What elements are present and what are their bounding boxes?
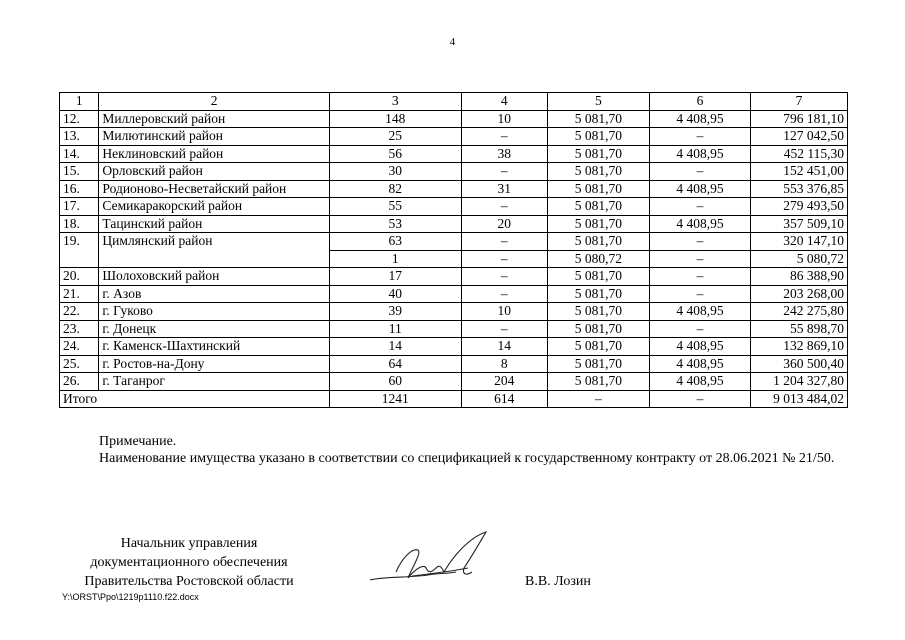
- value-cell-c4: 20: [461, 215, 547, 233]
- table-header-cell: 2: [99, 93, 329, 111]
- value-cell-c3: 11: [329, 320, 461, 338]
- row-number-cell: 13.: [60, 128, 99, 146]
- value-cell-c4: 204: [461, 373, 547, 391]
- table-row: [60, 338, 848, 356]
- value-cell-c3: 53: [329, 215, 461, 233]
- district-name-cell: Родионово-Несветайский район: [99, 180, 329, 198]
- value-cell-c4: –: [461, 320, 547, 338]
- table-header-cell: 6: [649, 93, 750, 111]
- district-name-cell: Тацинский район: [99, 215, 329, 233]
- table-row: [60, 268, 848, 286]
- value-cell-c7: 796 181,10: [751, 110, 848, 128]
- total-cell-c5: –: [547, 390, 649, 408]
- table-total-row: [60, 390, 848, 408]
- value-cell-c6: 4 408,95: [649, 373, 750, 391]
- value-cell-c5: 5 081,70: [547, 198, 649, 216]
- value-cell-c6: 4 408,95: [649, 180, 750, 198]
- value-cell-c5: 5 080,72: [547, 250, 649, 268]
- value-cell-c6: 4 408,95: [649, 355, 750, 373]
- value-cell-c3: 55: [329, 198, 461, 216]
- value-cell-c6: 4 408,95: [649, 303, 750, 321]
- value-cell-c5: 5 081,70: [547, 320, 649, 338]
- table-header-cell: 5: [547, 93, 649, 111]
- district-name-cell: г. Ростов-на-Дону: [99, 355, 329, 373]
- table-row: [60, 110, 848, 128]
- value-cell-c4: 10: [461, 110, 547, 128]
- value-cell-c5: 5 081,70: [547, 303, 649, 321]
- value-cell-c4: –: [461, 198, 547, 216]
- table-header-cell: 1: [60, 93, 99, 111]
- value-cell-c7: 5 080,72: [751, 250, 848, 268]
- value-cell-c6: –: [649, 320, 750, 338]
- value-cell-c7: 279 493,50: [751, 198, 848, 216]
- table-header-cell: 4: [461, 93, 547, 111]
- district-name-cell: Цимлянский район: [99, 233, 329, 251]
- value-cell-c6: 4 408,95: [649, 338, 750, 356]
- value-cell-c5: 5 081,70: [547, 215, 649, 233]
- row-number-cell: 14.: [60, 145, 99, 163]
- table-row: [60, 180, 848, 198]
- row-number-cell: 19.: [60, 233, 99, 251]
- district-name-cell: г. Каменск-Шахтинский: [99, 338, 329, 356]
- value-cell-c4: –: [461, 250, 547, 268]
- value-cell-c5: 5 081,70: [547, 373, 649, 391]
- value-cell-c5: 5 081,70: [547, 110, 649, 128]
- table-row: [60, 198, 848, 216]
- table-header-cell: 3: [329, 93, 461, 111]
- value-cell-c5: 5 081,70: [547, 268, 649, 286]
- value-cell-c3: 17: [329, 268, 461, 286]
- row-number-cell: 25.: [60, 355, 99, 373]
- district-name-cell: Орловский район: [99, 163, 329, 181]
- total-label-cell: Итого: [60, 390, 330, 408]
- value-cell-c7: 152 451,00: [751, 163, 848, 181]
- table-header-cell: 7: [751, 93, 848, 111]
- value-cell-c5: 5 081,70: [547, 338, 649, 356]
- row-number-cell: 12.: [60, 110, 99, 128]
- table-header-row: [60, 93, 848, 111]
- value-cell-c7: 242 275,80: [751, 303, 848, 321]
- table-row: [60, 250, 848, 268]
- value-cell-c7: 1 204 327,80: [751, 373, 848, 391]
- district-name-cell: Милютинский район: [99, 128, 329, 146]
- value-cell-c7: 132 869,10: [751, 338, 848, 356]
- value-cell-c6: –: [649, 233, 750, 251]
- value-cell-c7: 360 500,40: [751, 355, 848, 373]
- value-cell-c3: 64: [329, 355, 461, 373]
- value-cell-c7: 320 147,10: [751, 233, 848, 251]
- row-number-cell: 22.: [60, 303, 99, 321]
- total-cell-c7: 9 013 484,02: [751, 390, 848, 408]
- value-cell-c6: –: [649, 198, 750, 216]
- row-number-cell: 24.: [60, 338, 99, 356]
- total-cell-c3: 1241: [329, 390, 461, 408]
- value-cell-c7: 127 042,50: [751, 128, 848, 146]
- value-cell-c5: 5 081,70: [547, 145, 649, 163]
- district-name-cell: Неклиновский район: [99, 145, 329, 163]
- value-cell-c5: 5 081,70: [547, 180, 649, 198]
- row-number-cell: 20.: [60, 268, 99, 286]
- district-name-cell: Семикаракорский район: [99, 198, 329, 216]
- value-cell-c5: 5 081,70: [547, 128, 649, 146]
- table-row: [60, 128, 848, 146]
- district-name-cell: Миллеровский район: [99, 110, 329, 128]
- table-row: [60, 373, 848, 391]
- signatory-name: В.В. Лозин: [525, 574, 591, 589]
- value-cell-c6: –: [649, 285, 750, 303]
- value-cell-c5: 5 081,70: [547, 285, 649, 303]
- value-cell-c6: 4 408,95: [649, 145, 750, 163]
- value-cell-c6: –: [649, 250, 750, 268]
- value-cell-c4: 38: [461, 145, 547, 163]
- value-cell-c7: 55 898,70: [751, 320, 848, 338]
- data-table: [59, 92, 848, 408]
- note-title: Примечание.: [99, 434, 177, 449]
- district-name-cell: г. Азов: [99, 285, 329, 303]
- value-cell-c4: –: [461, 268, 547, 286]
- value-cell-c7: 357 509,10: [751, 215, 848, 233]
- value-cell-c3: 60: [329, 373, 461, 391]
- value-cell-c3: 1: [329, 250, 461, 268]
- value-cell-c3: 14: [329, 338, 461, 356]
- value-cell-c7: 86 388,90: [751, 268, 848, 286]
- value-cell-c5: 5 081,70: [547, 163, 649, 181]
- district-name-cell: г. Донецк: [99, 320, 329, 338]
- signatory-title-line-3: Правительства Ростовской области: [84, 574, 294, 589]
- value-cell-c6: 4 408,95: [649, 215, 750, 233]
- value-cell-c3: 39: [329, 303, 461, 321]
- district-name-cell: Шолоховский район: [99, 268, 329, 286]
- table-row: [60, 145, 848, 163]
- value-cell-c5: 5 081,70: [547, 233, 649, 251]
- value-cell-c3: 63: [329, 233, 461, 251]
- value-cell-c3: 40: [329, 285, 461, 303]
- row-number-cell: 26.: [60, 373, 99, 391]
- value-cell-c6: –: [649, 163, 750, 181]
- table-row: [60, 285, 848, 303]
- row-number-cell: 17.: [60, 198, 99, 216]
- value-cell-c3: 82: [329, 180, 461, 198]
- value-cell-c7: 203 268,00: [751, 285, 848, 303]
- handwritten-signature: [368, 528, 498, 588]
- table-row: [60, 233, 848, 251]
- row-number-cell: 16.: [60, 180, 99, 198]
- table-row: [60, 320, 848, 338]
- signatory-title-line-2: документационного обеспечения: [90, 555, 288, 570]
- file-path: Y:\ORST\Ppo\1219p1110.f22.docx: [62, 592, 199, 602]
- value-cell-c4: 14: [461, 338, 547, 356]
- value-cell-c7: 452 115,30: [751, 145, 848, 163]
- value-cell-c3: 148: [329, 110, 461, 128]
- total-cell-c6: –: [649, 390, 750, 408]
- table-row: [60, 163, 848, 181]
- value-cell-c3: 25: [329, 128, 461, 146]
- district-name-cell: г. Гуково: [99, 303, 329, 321]
- district-name-cell: [99, 250, 329, 268]
- value-cell-c5: 5 081,70: [547, 355, 649, 373]
- value-cell-c3: 30: [329, 163, 461, 181]
- value-cell-c6: 4 408,95: [649, 110, 750, 128]
- page-number: 4: [449, 36, 456, 48]
- row-number-cell: 18.: [60, 215, 99, 233]
- value-cell-c4: 10: [461, 303, 547, 321]
- table-row: [60, 303, 848, 321]
- note-text: Наименование имущества указано в соответствии со спецификацией к государственному контракту от 28.06.2021 № 21/50.: [99, 451, 835, 466]
- total-cell-c4: 614: [461, 390, 547, 408]
- value-cell-c4: –: [461, 285, 547, 303]
- value-cell-c6: –: [649, 128, 750, 146]
- value-cell-c4: –: [461, 163, 547, 181]
- table-row: [60, 355, 848, 373]
- signatory-title: [59, 534, 319, 591]
- value-cell-c7: 553 376,85: [751, 180, 848, 198]
- value-cell-c6: –: [649, 268, 750, 286]
- row-number-cell: [60, 250, 99, 268]
- value-cell-c4: 31: [461, 180, 547, 198]
- value-cell-c3: 56: [329, 145, 461, 163]
- row-number-cell: 21.: [60, 285, 99, 303]
- district-name-cell: г. Таганрог: [99, 373, 329, 391]
- value-cell-c4: –: [461, 233, 547, 251]
- value-cell-c4: –: [461, 128, 547, 146]
- signatory-title-line-1: Начальник управления: [120, 536, 258, 551]
- value-cell-c4: 8: [461, 355, 547, 373]
- table-row: [60, 215, 848, 233]
- row-number-cell: 15.: [60, 163, 99, 181]
- row-number-cell: 23.: [60, 320, 99, 338]
